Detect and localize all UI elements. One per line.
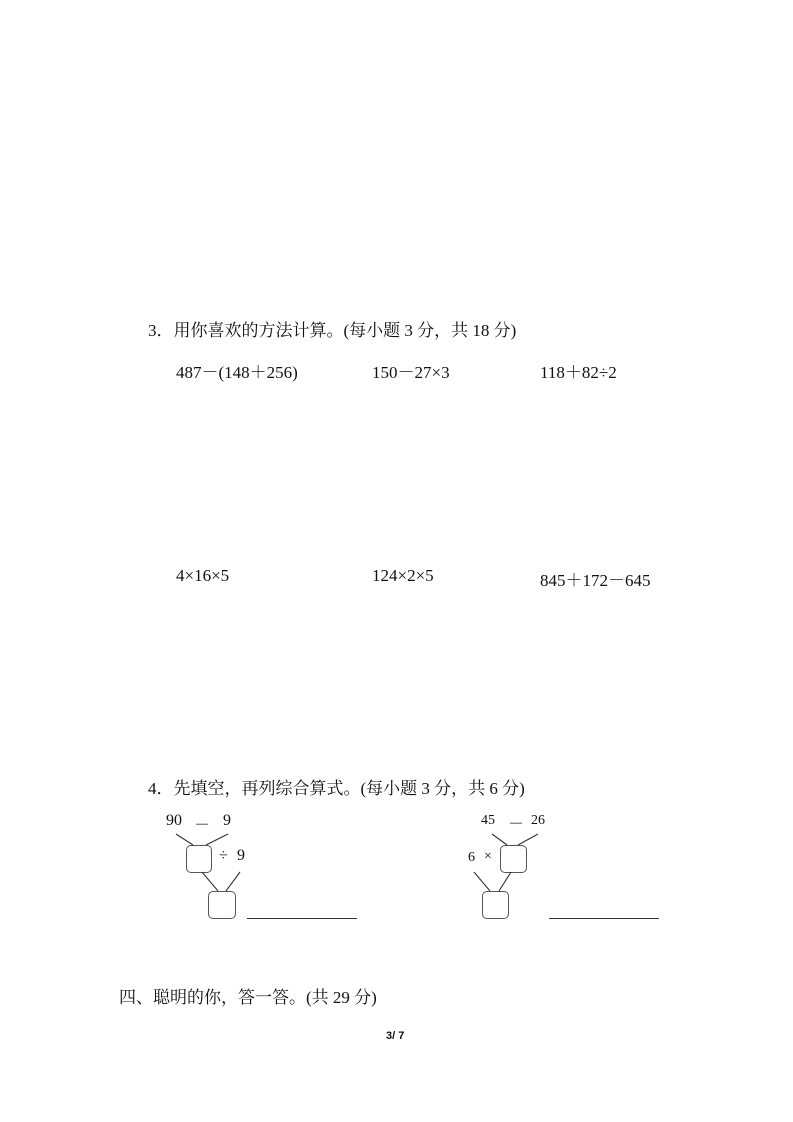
q3-expr-3: 118＋82÷2 [540, 363, 617, 382]
tree2-connector-bottom-right [499, 872, 511, 891]
q3-expr-4: 4×16×5 [176, 566, 230, 585]
tree1-connector-bottom-left [202, 872, 218, 891]
tree1-number-c: 9 [237, 847, 245, 864]
q3-expr-1: 487－(148＋256) [176, 363, 298, 382]
tree1-number-b: 9 [223, 812, 231, 829]
tree2-connector-left [492, 834, 507, 845]
tree2-number-b: 26 [531, 813, 545, 828]
q4-title: 4．先填空，再列综合算式。(每小题 3 分，共 6 分) [148, 779, 525, 798]
page-number: 3/ 7 [386, 1030, 405, 1042]
section-4-title: 四、聪明的你，答一答。(共 29 分) [119, 988, 377, 1007]
tree1-operator-2: ÷ [219, 847, 228, 864]
q3-expr-6: 845＋172－645 [540, 571, 651, 590]
tree1-number-a: 90 [166, 812, 182, 829]
q3-expr-2: 150－27×3 [372, 363, 450, 382]
tree2-number-c: 6 [468, 850, 475, 865]
q3-expr-5: 124×2×5 [372, 566, 434, 585]
tree2-operator-1: － [508, 816, 525, 833]
tree2-operator-2: × [484, 849, 492, 864]
q3-title: 3．用你喜欢的方法计算。(每小题 3 分，共 18 分) [148, 321, 517, 340]
tree1-connector-right [206, 834, 228, 845]
tree1-connector-left [176, 834, 193, 845]
tree2-connector-right [518, 834, 538, 845]
tree1-connector-bottom-right [226, 872, 240, 891]
tree1-operator-1: － [194, 817, 211, 834]
tree2-number-a: 45 [481, 813, 495, 828]
tree2-connector-bottom-left [474, 872, 490, 891]
